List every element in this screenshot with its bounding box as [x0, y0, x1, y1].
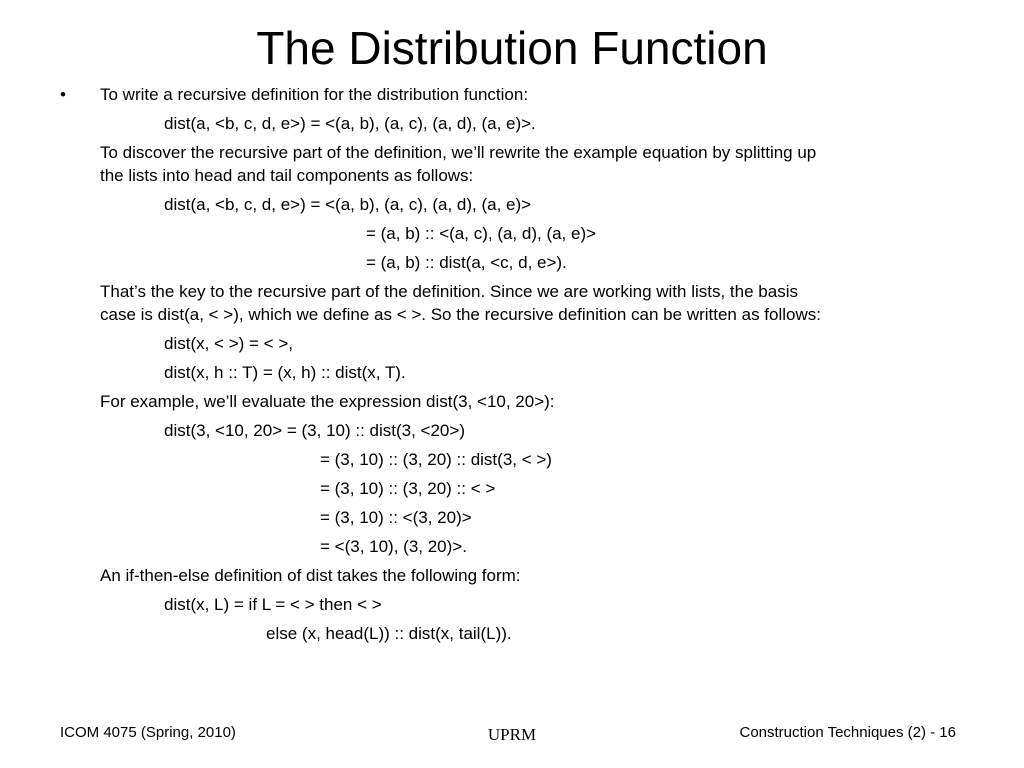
body-line: To discover the recursive part of the definition, we’ll rewrite the example equation by splitting up: [100, 143, 817, 162]
body-line: dist(x, L) = if L = < > then < >: [164, 595, 382, 614]
footer-course: ICOM 4075 (Spring, 2010): [60, 724, 236, 741]
body-line: the lists into head and tail components as follows:: [100, 166, 474, 185]
body-line: = (3, 10) :: <(3, 20)>: [320, 508, 472, 527]
body-line: case is dist(a, < >), which we define as < >. So the recursive definition can be written as follows:: [100, 305, 821, 324]
body-line: = <(3, 10), (3, 20)>.: [320, 537, 467, 556]
body-line: dist(a, <b, c, d, e>) = <(a, b), (a, c), (a, d), (a, e)>: [164, 195, 532, 214]
body-line: = (a, b) :: dist(a, <c, d, e>).: [366, 253, 567, 272]
footer-slide-number: Construction Techniques (2) - 16: [739, 724, 956, 741]
body-line: = (3, 10) :: (3, 20) :: dist(3, < >): [320, 450, 552, 469]
body-line: That’s the key to the recursive part of the definition. Since we are working with lists, the basis: [100, 282, 798, 301]
slide-title: The Distribution Function: [256, 22, 768, 74]
body-line: To write a recursive definition for the distribution function:: [100, 85, 529, 104]
body-line: = (3, 10) :: (3, 20) :: < >: [320, 479, 496, 498]
body-line: dist(x, < >) = < >,: [164, 334, 293, 353]
body-line: else (x, head(L)) :: dist(x, tail(L)).: [266, 624, 512, 643]
body-line: dist(a, <b, c, d, e>) = <(a, b), (a, c), (a, d), (a, e)>.: [164, 114, 536, 133]
footer-institution: UPRM: [487, 725, 537, 744]
bullet-marker: •: [60, 85, 66, 104]
body-line: An if-then-else definition of dist takes the following form:: [100, 566, 521, 585]
body-line: For example, we’ll evaluate the expression dist(3, <10, 20>):: [100, 392, 555, 411]
body-line: dist(3, <10, 20> = (3, 10) :: dist(3, <20>): [164, 421, 465, 440]
body-line: dist(x, h :: T) = (x, h) :: dist(x, T).: [164, 363, 406, 382]
body-line: = (a, b) :: <(a, c), (a, d), (a, e)>: [366, 224, 597, 243]
